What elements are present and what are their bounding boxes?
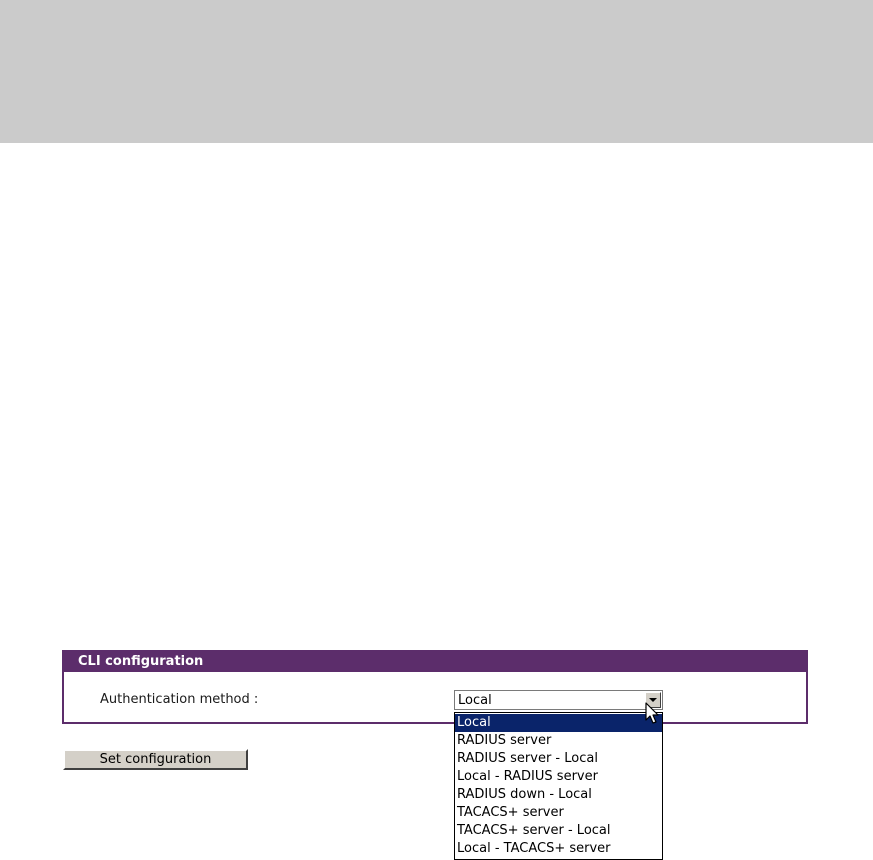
authentication-method-label: Authentication method : — [100, 692, 259, 707]
option-tacacs-server[interactable]: TACACS+ server — [457, 805, 564, 820]
option-radius-down-local[interactable]: RADIUS down - Local — [457, 787, 592, 802]
authentication-method-select[interactable] — [454, 690, 663, 710]
authentication-method-dropdown[interactable] — [454, 712, 663, 860]
option-local[interactable]: Local — [455, 714, 662, 732]
panel-title: CLI configuration — [64, 652, 806, 672]
set-configuration-button[interactable]: Set configuration — [63, 749, 248, 770]
option-radius-server[interactable]: RADIUS server — [457, 733, 552, 748]
mouse-pointer-icon — [645, 702, 663, 726]
select-current-value: Local — [458, 693, 492, 708]
option-radius-server-local[interactable]: RADIUS server - Local — [457, 751, 598, 766]
cli-configuration-panel — [62, 650, 808, 724]
option-local-radius-server[interactable]: Local - RADIUS server — [457, 769, 598, 784]
top-banner — [0, 0, 873, 143]
option-local-tacacs-server[interactable]: Local - TACACS+ server — [457, 841, 611, 856]
option-tacacs-server-local[interactable]: TACACS+ server - Local — [457, 823, 611, 838]
